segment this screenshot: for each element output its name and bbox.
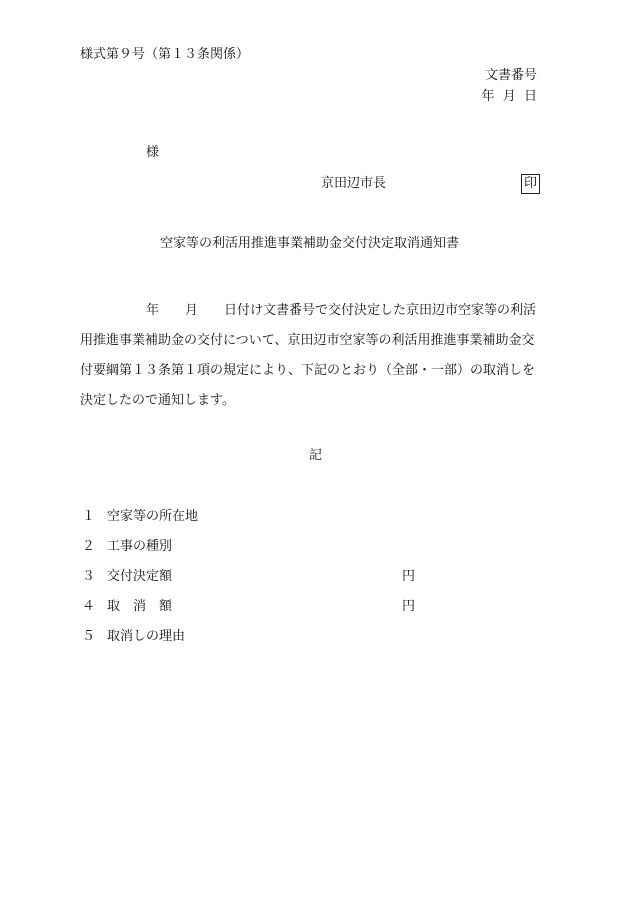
- item-number: ５: [82, 629, 96, 644]
- document-date: 年 月 日: [481, 89, 537, 104]
- item-label: 空家等の所在地: [107, 509, 199, 524]
- list-item: [80, 598, 420, 628]
- sender-name: 京田辺市長: [321, 176, 387, 191]
- item-number: ２: [82, 539, 96, 554]
- body-line-3: 付要綱第１３条第１項の規定により、下記のとおり（全部・一部）の取消しを: [80, 363, 536, 378]
- item-label: 交付決定額: [107, 569, 173, 584]
- addressee-suffix: 様: [146, 145, 160, 160]
- list-item: [80, 508, 420, 538]
- month-label: 月: [185, 303, 199, 318]
- seal-mark: 印: [521, 174, 540, 194]
- body-line-4: 決定したので通知します。: [80, 393, 235, 408]
- item-number: １: [82, 509, 96, 524]
- yen-unit: 円: [402, 599, 416, 614]
- item-label: 取 消 額: [107, 599, 173, 614]
- body-line-2: 用推進事業補助金の交付について、京田辺市空家等の利活用推進事業補助金交: [80, 333, 535, 348]
- ki-heading: 記: [309, 448, 323, 463]
- form-number: 様式第９号（第１３条関係）: [80, 47, 250, 62]
- item-label: 取消しの理由: [107, 629, 186, 644]
- list-item: [80, 628, 420, 658]
- year-label: 年: [146, 303, 160, 318]
- item-list: [80, 508, 420, 658]
- item-number: ４: [82, 599, 96, 614]
- document-title: 空家等の利活用推進事業補助金交付決定取消通知書: [160, 236, 460, 251]
- body-line-1: [80, 296, 554, 326]
- item-label: 工事の種別: [107, 539, 173, 554]
- document-number: 文書番号: [484, 68, 537, 83]
- list-item: [80, 568, 420, 598]
- body-line-1-text: 日付け文書番号で交付決定した京田辺市空家等の利活: [224, 303, 537, 318]
- list-item: [80, 538, 420, 568]
- notice-body: [80, 296, 554, 416]
- item-number: ３: [82, 569, 96, 584]
- yen-unit: 円: [402, 569, 416, 584]
